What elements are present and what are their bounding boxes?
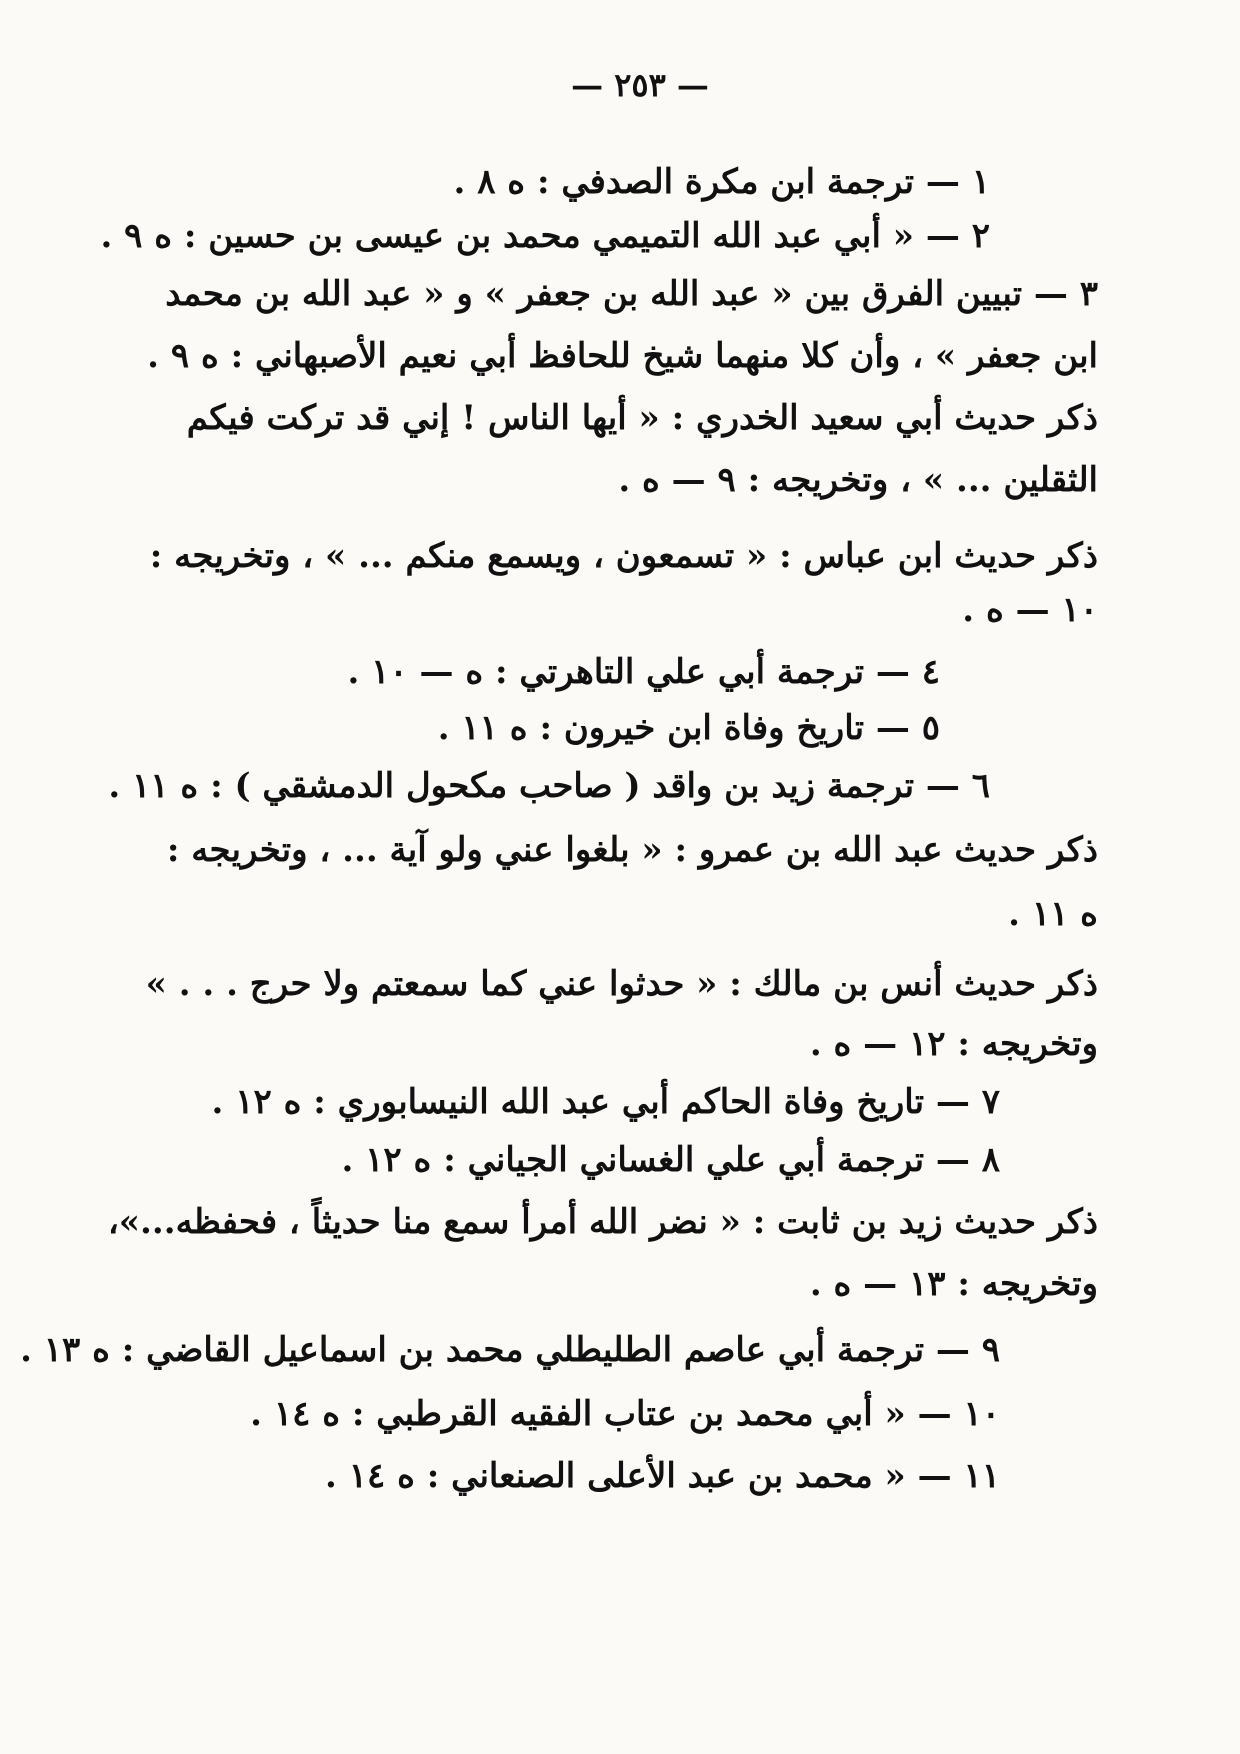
line-12: ذكر حديث عبد الله بن عمرو : « بلغوا عني ولو آية ... ، وتخريجه : bbox=[166, 830, 1098, 870]
line-21: ١٠ — « أبي محمد بن عتاب الفقيه القرطبي : ه ١٤ . bbox=[250, 1394, 1000, 1434]
line-19: وتخريجه : ١٣ — ه . bbox=[809, 1264, 1098, 1304]
line-6: الثقلين ... » ، وتخريجه : ٩ — ه . bbox=[618, 460, 1098, 500]
line-16: ٧ — تاريخ وفاة الحاكم أبي عبد الله النيسابوري : ه ١٢ . bbox=[211, 1082, 1000, 1122]
line-10: ٥ — تاريخ وفاة ابن خيرون : ه ١١ . bbox=[437, 708, 940, 748]
line-20: ٩ — ترجمة أبي عاصم الطليطلي محمد بن اسماعيل القاضي : ه ١٣ . bbox=[20, 1330, 1000, 1370]
line-5: ذكر حديث أبي سعيد الخدري : « أيها الناس ! إني قد تركت فيكم bbox=[186, 398, 1098, 438]
line-22: ١١ — « محمد بن عبد الأعلى الصنعاني : ه ١٤ . bbox=[325, 1456, 1000, 1496]
line-9: ٤ — ترجمة أبي علي التاهرتي : ه — ١٠ . bbox=[347, 652, 940, 692]
line-18: ذكر حديث زيد بن ثابت : « نضر الله أمرأ سمع منا حديثاً ، فحفظه...»، bbox=[107, 1202, 1098, 1242]
line-2: ٢ — « أبي عبد الله التميمي محمد بن عيسى بن حسين : ه ٩ . bbox=[100, 216, 990, 256]
page-number: — ٢٥٣ — bbox=[571, 66, 709, 104]
line-1: ١ — ترجمة ابن مكرة الصدفي : ه ٨ . bbox=[453, 162, 990, 202]
line-13: ه ١١ . bbox=[1008, 894, 1098, 934]
line-15: وتخريجه : ١٢ — ه . bbox=[809, 1024, 1098, 1064]
line-3: ٣ — تبيين الفرق بين « عبد الله بن جعفر » و « عبد الله بن محمد bbox=[165, 274, 1098, 314]
line-8: ١٠ — ه . bbox=[962, 590, 1098, 630]
line-14: ذكر حديث أنس بن مالك : « حدثوا عني كما سمعتم ولا حرج . . . » bbox=[145, 964, 1098, 1004]
line-17: ٨ — ترجمة أبي علي الغساني الجياني : ه ١٢ . bbox=[341, 1140, 1000, 1180]
line-11: ٦ — ترجمة زيد بن واقد ( صاحب مكحول الدمشقي ) : ه ١١ . bbox=[108, 766, 990, 806]
line-4: ابن جعفر » ، وأن كلا منهما شيخ للحافظ أبي نعيم الأصبهاني : ه ٩ . bbox=[147, 336, 1098, 376]
line-7: ذكر حديث ابن عباس : « تسمعون ، ويسمع منكم ... » ، وتخريجه : bbox=[149, 536, 1098, 576]
